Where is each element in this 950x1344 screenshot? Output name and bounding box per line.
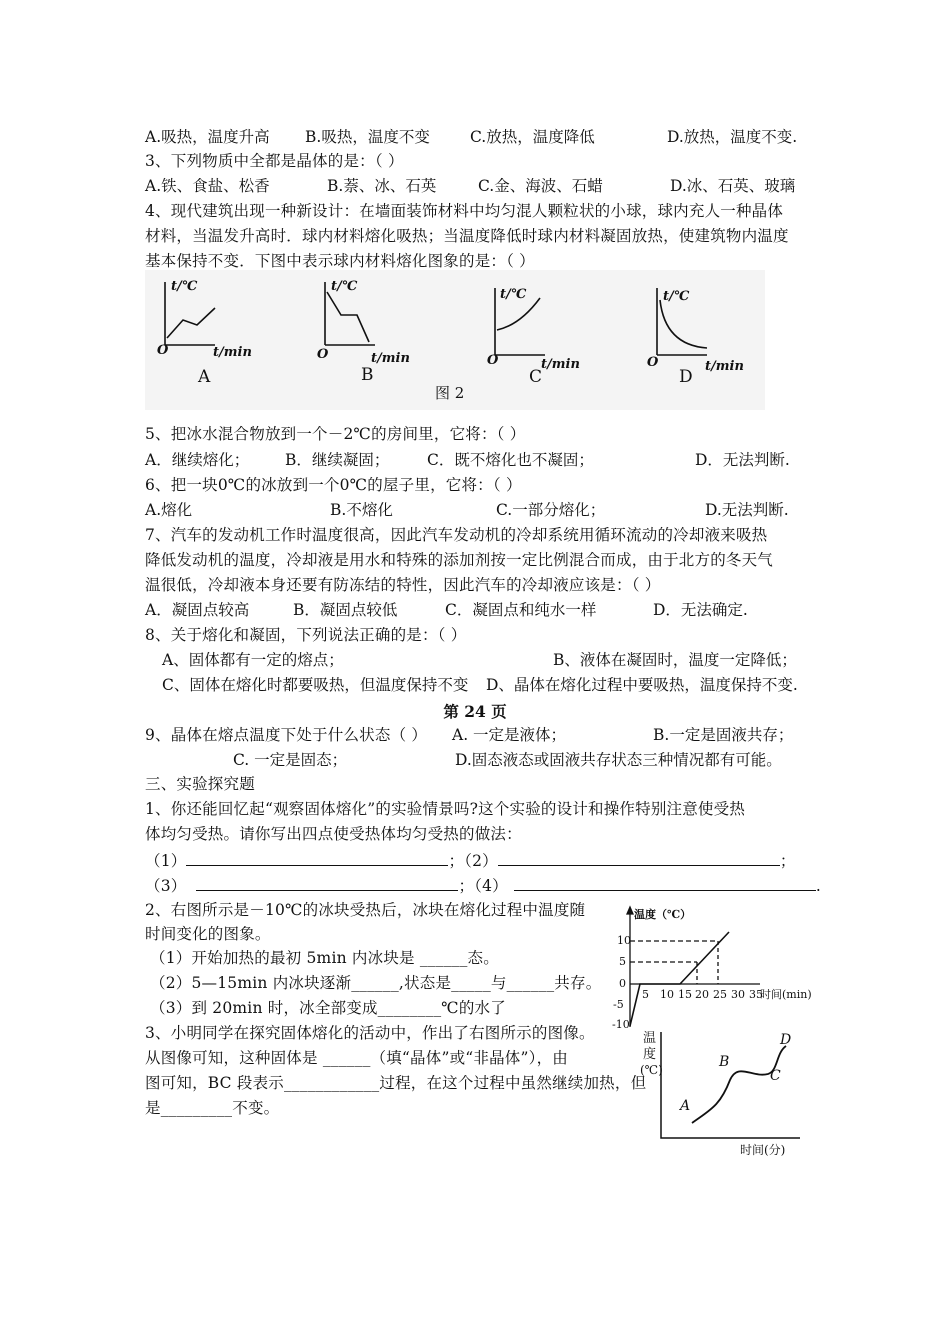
q9-stem: 9、晶体在熔点温度下处于什么状态（ ） (145, 726, 428, 744)
panel-a-curve (167, 308, 215, 338)
e2-line-5: （3）到 20min 时，冰全部变成________℃的水了 (150, 999, 506, 1017)
panel-b-origin: O (317, 347, 329, 362)
e1-blank-4[interactable] (514, 874, 816, 891)
q9-option-b: B.一定是固液共存； (653, 726, 794, 744)
panel-d-origin: O (647, 355, 659, 370)
e2-xtick-35: 35 (749, 988, 763, 1001)
q5-option-b: B．继续凝固； (285, 451, 390, 469)
panel-a-xlabel: t/min (213, 345, 252, 360)
q3-option-a: A.铁、食盐、松香 (145, 177, 270, 195)
e3-x-label: 时间(分) (740, 1143, 786, 1157)
q2-option-d: D.放热，温度不变. (667, 128, 798, 146)
e2-ytick-0: 0 (619, 977, 626, 990)
e2-line-4: （2）5—15min 内冰块逐渐______,状态是_____与______共存。 (150, 974, 602, 992)
e1-blank-3[interactable] (196, 874, 458, 891)
figure-2 (145, 270, 765, 410)
q7-option-b: B．凝固点较低 (293, 601, 398, 619)
e1-line-2: 体均匀受热。请你写出四点使受热体均匀受热的做法： (145, 825, 522, 843)
e2-xtick-15: 15 (678, 988, 692, 1001)
q8-option-c: C、固体在熔化时都要吸热，但温度保持不变 (162, 676, 469, 694)
q5-option-a: A．继续熔化； (145, 451, 250, 469)
figure-caption: 图 2 (435, 384, 465, 402)
q7-line-1: 7、汽车的发动机工作时温度很高，因此汽车发动机的冷却系统用循环流动的冷却液来吸热 (145, 526, 768, 544)
e1-blank-row-2-end: . (815, 877, 822, 895)
q2-option-b: B.吸热，温度不变 (305, 128, 430, 146)
q2-option-c: C.放热，温度降低 (470, 128, 595, 146)
panel-d-label: D (679, 367, 693, 387)
panel-c-xlabel: t/min (541, 357, 580, 372)
e2-x-label: 时间(min) (760, 988, 812, 1001)
panel-c-label: C (529, 367, 543, 387)
e1-blank-row-2 (145, 874, 821, 897)
e1-blank-1-label: （1） (145, 852, 187, 870)
e3-point-d: D (780, 1032, 792, 1048)
panel-a-ylabel: t/℃ (171, 279, 198, 294)
e3-melting-graph (640, 1028, 810, 1160)
q5-stem: 5、把冰水混合物放到一个－2℃的房间里，它将：（ ） (145, 425, 526, 443)
q4-line-3: 基本保持不变．下图中表示球内材料熔化图象的是：（ ） (145, 252, 535, 270)
q5-option-d: D．无法判断. (695, 451, 790, 469)
e3-point-c: C (770, 1068, 781, 1084)
e3-y-label-2: 度 (643, 1047, 657, 1062)
e2-temperature-graph (608, 902, 823, 1032)
q6-option-d: D.无法判断. (705, 501, 789, 519)
e1-blank-row-1-end: ； (779, 852, 796, 870)
q6-option-a: A.熔化 (145, 501, 193, 519)
panel-b-label: B (361, 365, 374, 385)
page-number: 第 24 页 (443, 702, 507, 721)
e1-blank-2-label: ；（2） (448, 852, 498, 870)
e2-line-1: 2、右图所示是－10℃的冰块受热后，冰块在熔化过程中温度随 (145, 901, 586, 919)
e2-xtick-25: 25 (713, 988, 727, 1001)
e3-y-label-1: 温 (643, 1031, 657, 1046)
e3-y-label-3: (℃) (640, 1063, 663, 1077)
q7-option-d: D．无法确定. (653, 601, 748, 619)
q7-line-2: 降低发动机的温度，冷却液是用水和特殊的添加剂按一定比例混合而成，由于北方的冬天气 (145, 551, 774, 569)
e2-xtick-20: 20 (695, 988, 709, 1001)
e2-line-2: 时间变化的图象。 (145, 925, 271, 943)
panel-d-ylabel: t/℃ (663, 289, 690, 304)
e3-line-4: 是_________不变。 (145, 1099, 280, 1117)
e2-ytick-neg5: -5 (613, 998, 624, 1011)
q7-option-c: C．凝固点和纯水一样 (445, 601, 597, 619)
panel-c-curve (497, 298, 540, 330)
e2-xtick-30: 30 (731, 988, 745, 1001)
e3-point-a: A (680, 1098, 691, 1114)
e2-y-arrow (627, 907, 633, 914)
q3-option-c: C.金、海波、石蜡 (478, 177, 603, 195)
q3-option-d: D.冰、石英、玻璃 (670, 177, 796, 195)
q7-line-3: 温很低，冷却液本身还要有防冻结的特性，因此汽车的冷却液应该是：（ ） (145, 576, 661, 594)
e1-blank-3-label: （3） (145, 877, 187, 895)
panel-a-origin: O (157, 343, 169, 358)
q6-option-b: B.不熔化 (330, 501, 393, 519)
e3-curve (692, 1046, 786, 1123)
e3-point-b: B (719, 1054, 730, 1070)
q8-stem: 8、关于熔化和凝固，下列说法正确的是：（ ） (145, 626, 467, 644)
panel-c-origin: O (487, 353, 499, 368)
q9-option-d: D.固态液态或固液共存状态三种情况都有可能。 (455, 751, 782, 769)
e2-line-3: （1）开始加热的最初 5min 内冰块是 ______态。 (150, 949, 499, 967)
q8-option-a: A、固体都有一定的熔点； (162, 651, 344, 669)
q2-option-a: A.吸热，温度升高 (145, 128, 270, 146)
panel-b-ylabel: t/℃ (331, 279, 358, 294)
e1-blank-row-1 (145, 849, 796, 872)
e2-y-label: 温度（℃） (634, 908, 692, 921)
panel-c-ylabel: t/℃ (500, 287, 527, 302)
e2-ytick-10: 10 (617, 934, 631, 947)
e2-ytick-5: 5 (619, 955, 626, 968)
q8-option-d: D、晶体在熔化过程中要吸热，温度保持不变. (486, 676, 798, 694)
q3-stem: 3、下列物质中全都是晶体的是：（ ） (145, 152, 404, 170)
section-3-heading: 三、实验探究题 (145, 775, 255, 793)
e1-blank-1[interactable] (186, 849, 448, 866)
e2-xtick-10: 10 (660, 988, 674, 1001)
panel-d-xlabel: t/min (705, 359, 744, 374)
q5-option-c: C．既不熔化也不凝固； (427, 451, 594, 469)
q9-option-c: C. 一定是固态； (233, 751, 348, 769)
q7-option-a: A．凝固点较高 (145, 601, 250, 619)
q3-option-b: B.萘、冰、石英 (327, 177, 437, 195)
q8-option-b: B、液体在凝固时，温度一定降低； (553, 651, 797, 669)
e3-line-1: 3、小明同学在探究固体熔化的活动中，作出了右图所示的图像。 (145, 1024, 595, 1042)
q6-option-c: C.一部分熔化； (496, 501, 606, 519)
e2-ytick-neg10: -10 (612, 1018, 630, 1031)
e2-xtick-5: 5 (642, 988, 649, 1001)
panel-a-label: A (198, 367, 211, 387)
q6-stem: 6、把一块0℃的冰放到一个0℃的屋子里，它将：（ ） (145, 476, 522, 494)
panel-b-xlabel: t/min (371, 351, 410, 366)
q4-line-2: 材料，当温发升高时．球内材料熔化吸热；当温度降低时球内材料凝固放热，使建筑物内温度 (145, 227, 789, 245)
q4-line-1: 4、现代建筑出现一种新设计：在墙面装饰材料中均匀混人颗粒状的小球，球内充人一种晶体 (145, 202, 784, 220)
panel-d-curve (660, 300, 707, 348)
e2-curve (630, 932, 729, 1026)
q9-option-a: A. 一定是液体； (452, 726, 567, 744)
panel-b-curve (327, 292, 369, 342)
e3-line-2: 从图像可知，这种固体是 ______（填“晶体”或“非晶体”），由 (145, 1049, 568, 1067)
e3-line-3: 图可知，BC 段表示____________过程，在这个过程中虽然继续加热，但 (145, 1074, 647, 1092)
e1-blank-4-label: ；（4） (458, 877, 508, 895)
e1-line-1: 1、你还能回忆起“观察固体熔化”的实验情景吗?这个实验的设计和操作特别注意使受热 (145, 800, 746, 818)
e1-blank-2[interactable] (498, 849, 780, 866)
